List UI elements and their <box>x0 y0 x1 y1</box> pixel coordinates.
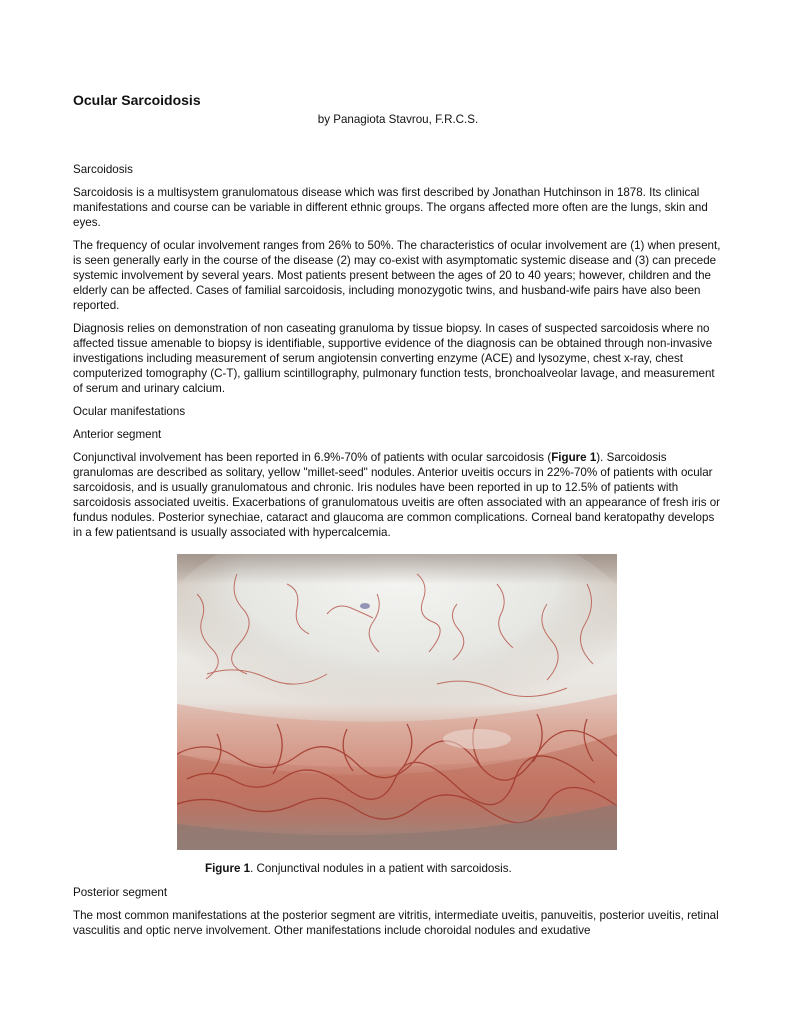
section-heading-sarcoidosis: Sarcoidosis <box>73 163 133 176</box>
figure-label: Figure 1 <box>205 862 251 875</box>
figure-caption-text: . Conjunctival nodules in a patient with sarcoidosis. <box>250 862 512 875</box>
paragraph-posterior: The most common manifestations at the posterior segment are vitritis, intermediate uveitis, panuveitis, posterior uveitis, retinal vasculitis and optic nerve involvement. Other manifestations include choroidal nodules and exudative <box>73 909 719 937</box>
paragraph-anterior <box>73 450 723 540</box>
conjunctiva-photo <box>177 554 617 850</box>
paragraph-intro: Sarcoidosis is a multisystem granulomatous disease which was first described by Jonathan Hutchinson in 1878. Its clinical manifestations and course can be variable in different ethnic groups. The organs affected more often are the lungs, skin and eyes. <box>73 186 708 229</box>
figure-reference-link[interactable]: Figure 1 <box>551 451 597 464</box>
figure-caption <box>205 862 512 875</box>
section-heading-ocular: Ocular manifestations <box>73 405 186 418</box>
anterior-text-before: Conjunctival involvement has been reported in 6.9%-70% of patients with ocular sarcoidosis ( <box>73 451 552 464</box>
author-byline: by Panagiota Stavrou, F.R.C.S. <box>317 113 479 126</box>
figure-1-image <box>177 554 617 850</box>
document-title: Ocular Sarcoidosis <box>73 92 201 108</box>
section-heading-posterior: Posterior segment <box>73 886 168 899</box>
posterior-section <box>73 885 723 946</box>
anterior-text-after: ). Sarcoidosis granulomas are described as solitary, yellow "millet-seed" nodules. Anterior uveitis occurs in 22%-70% of patients with ocular sarcoidosis, and is usually granulomatous and chronic. Iris nodules have been reported in up to 12.5% of patients with sarcoidosis associated uveitis. Exacerbations of granulomatous uveitis are often associated with an appearance of fresh iris or fundus nodules. Posterior synechiae, cataract and glaucoma are common complications. Corneal band keratopathy develops in a few patientsand is usually associated with hypercalcemia. <box>73 451 721 539</box>
paragraph-frequency: The frequency of ocular involvement ranges from 26% to 50%. The characteristics of ocular involvement are (1) when present, is seen generally early in the course of the disease (2) may co-exist with asymptomatic systemic disease and (3) can precede systemic involvement by several years. Most patients present between the ages of 20 to 40 years; however, children and the elderly can be affected. Cases of familial sarcoidosis, including monozygotic twins, and husband-wife pairs have also been reported. <box>73 239 721 312</box>
section-heading-anterior: Anterior segment <box>73 428 162 441</box>
paragraph-diagnosis: Diagnosis relies on demonstration of non caseating granuloma by tissue biopsy. In cases of suspected sarcoidosis where no affected tissue amenable to biopsy is identifiable, supportive evidence of the diagnosis can be obtained through non-invasive investigations including measurement of serum angiotensin converting enzyme (ACE) and lysozyme, chest x-ray, chest computerized tomography (C-T), gallium scintillography, pulmonary function tests, bronchoalveolar lavage, and measurement of serum and urinary calcium. <box>73 322 715 395</box>
body-text <box>73 162 723 548</box>
